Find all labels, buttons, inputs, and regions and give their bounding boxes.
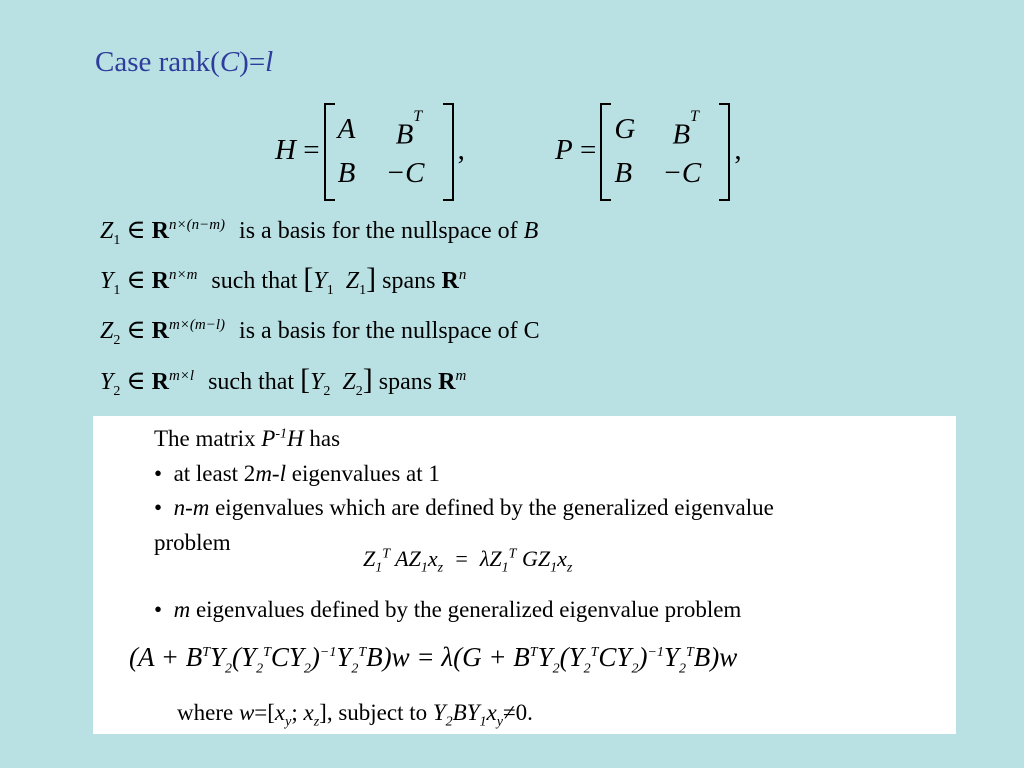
matrix-statement: The matrix $P^{-1}H$ has xyxy=(154,426,341,451)
equation-generalized-eigenproblem: $(A + B^TY_2(Y_2^TCY_2)^{-1}Y_2^TB)w = \lambda(G + B^TY_2(Y_2^TCY_2)^{-1}Y_2^TB)w$ xyxy=(129,642,738,677)
bullet-n-m-eigenvalues: • n-m eigenvalues which are defined by the generalized eigenvalue xyxy=(154,495,774,520)
matrix-H-equation: H = A $B^T$ B −C , xyxy=(275,100,465,200)
definition-line-y2: $Y_2$ ∈ $R^{m\times l}$ such that [$Y_2$ $Z_2$] spans $R^m$ xyxy=(100,363,467,399)
vector-y1-z1: [$Y_1$ $Z_1$] xyxy=(303,262,377,298)
definition-line-z1: $Z_1$ ∈ $R^{n\times(n-m)}$ is a basis for the nullspace of B xyxy=(100,215,539,248)
eigenvalue-summary-box xyxy=(93,416,956,734)
matrix-definitions xyxy=(0,100,1024,200)
matrix-H: A $B^T$ B −C xyxy=(324,103,454,197)
definition-line-z2: $Z_2$ ∈ $R^{m\times(m-l)}$ is a basis for the nullspace of C xyxy=(100,315,540,348)
where-condition: where $w=[x_y$; $x_z$], subject to $Y_2BY_1x_y\ne 0$. xyxy=(177,700,533,730)
slide-title: Case rank(C)=l xyxy=(95,46,274,78)
matrix-P-equation: P = G $B^T$ B −C , xyxy=(555,100,742,200)
equation-reduced-eigenproblem: $Z_1^T$ $AZ_1x_z = \lambda Z_1^T$ $GZ_1x_z$ xyxy=(363,546,573,576)
bullet-m-eigenvalues: • m eigenvalues defined by the generalized eigenvalue problem xyxy=(154,597,742,622)
bullet-continuation: problem xyxy=(154,530,231,555)
bullet-eigenvalues-at-one: • at least 2m-l eigenvalues at 1 xyxy=(154,461,440,486)
vector-y2-z2: [$Y_2$ $Z_2$] xyxy=(300,363,373,399)
matrix-P: G $B^T$ B −C xyxy=(600,103,730,197)
definition-line-y1: $Y_1$ ∈ $R^{n\times m}$ such that [$Y_1$ $Z_1$] spans $R^n$ xyxy=(100,262,467,298)
